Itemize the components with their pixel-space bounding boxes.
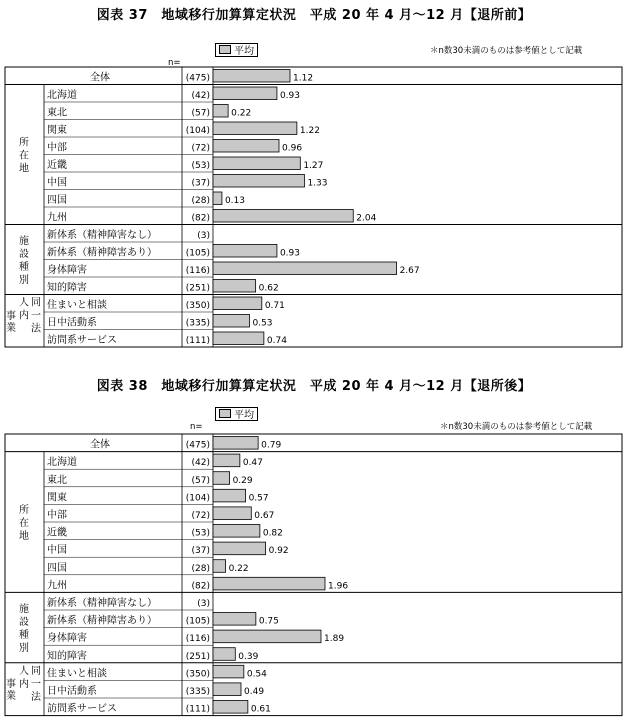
- n-label-38: n=: [190, 422, 203, 432]
- bar-value-label: 0.75: [258, 616, 279, 627]
- bar: [213, 472, 230, 485]
- row-label: 北海道: [47, 90, 77, 101]
- row-label: 身体障害: [47, 265, 87, 276]
- row-n: (42): [191, 91, 210, 101]
- bar: [213, 315, 249, 328]
- bar-value-label: 2.67: [399, 266, 420, 276]
- row-n: (111): [185, 336, 210, 346]
- group-label-char: 業: [6, 691, 16, 703]
- bar-value-label: 0.57: [248, 493, 269, 504]
- group-label-char: 施: [19, 236, 29, 247]
- row-n: (3): [197, 231, 210, 241]
- group-sub-char: 一: [31, 310, 41, 322]
- group-sub-char: 内: [19, 310, 29, 322]
- group-sub-char: 同: [31, 665, 41, 677]
- bar: [213, 507, 251, 520]
- row-label: 四国: [47, 195, 67, 206]
- row-n: (251): [185, 283, 210, 294]
- row-label: 知的障害: [47, 650, 87, 662]
- group-label-char: 種: [19, 262, 29, 273]
- bar-chart-37: [0, 64, 628, 354]
- row-n: (53): [191, 528, 210, 539]
- bar-value-label: 0.93: [279, 91, 300, 101]
- row-n: (116): [185, 266, 210, 276]
- bar: [213, 262, 397, 275]
- bar: [213, 701, 248, 714]
- row-n: (28): [191, 196, 210, 206]
- group-label-char: 事: [6, 310, 16, 322]
- bar: [213, 105, 228, 118]
- bar-value-label: 1.22: [299, 126, 320, 136]
- bar-value-label: 2.04: [356, 213, 377, 224]
- row-n: (335): [185, 687, 210, 697]
- row-label: 九州: [47, 580, 67, 592]
- group-label-char: 所: [19, 505, 29, 516]
- row-n: (105): [185, 616, 210, 627]
- row-n: (104): [185, 126, 210, 136]
- bar: [213, 297, 262, 310]
- group-label-char: 別: [19, 275, 29, 286]
- bar-value-label: 0.74: [266, 336, 287, 346]
- bar: [213, 560, 226, 573]
- group-label-char: 施: [19, 604, 29, 616]
- row-label: 訪問系サービス: [47, 703, 117, 715]
- row-label: 新体系（精神障害あり）: [47, 615, 157, 627]
- row-n: (82): [191, 213, 210, 224]
- row-n: (72): [191, 143, 210, 154]
- row-label: 東北: [47, 107, 67, 119]
- bar: [213, 122, 297, 135]
- row-n: (350): [185, 669, 210, 680]
- group-sub-char: 一: [31, 678, 41, 690]
- row-n: (82): [191, 581, 210, 592]
- row-n: (53): [191, 161, 210, 171]
- bar-value-label: 0.22: [231, 108, 252, 119]
- bar: [213, 175, 304, 188]
- bar-value-label: 1.89: [324, 634, 345, 645]
- row-label: 東北: [47, 474, 67, 486]
- row-n: (72): [191, 511, 210, 521]
- row-n: (57): [191, 108, 210, 119]
- row-n: (111): [185, 704, 210, 715]
- bar: [213, 157, 300, 170]
- bar-value-label: 0.62: [258, 283, 279, 294]
- row-label: 日中活動系: [47, 317, 97, 329]
- bar: [213, 648, 235, 661]
- chart-title-38: 図表 38 地域移行加算算定状況 平成 20 年 4 月～12 月【退所後】: [96, 379, 532, 394]
- row-label: 新体系（精神障害あり）: [47, 247, 157, 259]
- group-sub-char: 法: [31, 691, 41, 703]
- row-n: (105): [185, 248, 210, 259]
- bar-value-label: 0.22: [228, 563, 249, 574]
- row-label: 中国: [47, 177, 67, 189]
- bar-value-label: 1.96: [328, 581, 349, 592]
- legend-37: [215, 42, 258, 57]
- bar: [213, 613, 256, 626]
- bar: [213, 280, 256, 293]
- group-label-char: 所: [19, 137, 29, 149]
- bar-value-label: 0.53: [252, 318, 273, 329]
- group-sub-char: 人: [19, 665, 29, 677]
- group-label-char: 種: [19, 630, 29, 642]
- bar-value-label: 0.29: [232, 475, 253, 486]
- row-label: 近畿: [47, 527, 67, 539]
- row-n: (37): [191, 178, 210, 189]
- bar: [213, 87, 277, 100]
- row-n: (104): [185, 493, 210, 504]
- bar: [213, 437, 258, 450]
- bar: [213, 454, 240, 467]
- row-n: (335): [185, 318, 210, 329]
- row-label: 中部: [47, 510, 67, 521]
- row-label: 新体系（精神障害なし）: [47, 598, 157, 609]
- group-label-char: 地: [19, 531, 29, 542]
- bar-value-label: 0.93: [279, 248, 300, 259]
- row-label: 中国: [47, 545, 67, 557]
- bar: [213, 245, 277, 258]
- row-label: 身体障害: [47, 633, 87, 645]
- row-label: 全体: [90, 72, 110, 84]
- group-label-char: 設: [19, 617, 29, 629]
- bar-value-label: 0.54: [246, 669, 267, 680]
- row-label: 中部: [47, 142, 67, 154]
- bar-value-label: 0.49: [244, 687, 265, 697]
- row-label: 住まいと相談: [47, 300, 107, 311]
- row-label: 訪問系サービス: [47, 335, 117, 346]
- row-label: 関東: [47, 492, 67, 504]
- group-label-char: 在: [19, 150, 29, 162]
- bar: [213, 525, 260, 538]
- note-37: ＊n数30未満のものは参考値として記載: [430, 46, 583, 56]
- row-label: 新体系（精神障害なし）: [47, 230, 157, 241]
- row-label: 日中活動系: [47, 686, 97, 697]
- row-n: (3): [197, 599, 210, 609]
- group-label-char: 地: [19, 163, 29, 175]
- row-label: 四国: [47, 562, 67, 574]
- row-label: 関東: [47, 125, 67, 136]
- bar: [213, 489, 246, 502]
- legend-swatch-icon: [219, 45, 231, 54]
- bar-value-label: 0.39: [238, 651, 259, 662]
- bar-chart-38: [0, 431, 628, 721]
- row-label: 全体: [90, 439, 110, 451]
- bar: [213, 192, 222, 205]
- row-n: (28): [191, 563, 210, 574]
- bar-value-label: 0.71: [264, 301, 285, 311]
- row-label: 住まいと相談: [47, 668, 107, 680]
- bar-value-label: 1.33: [307, 178, 328, 189]
- legend-label: 平均: [234, 46, 254, 57]
- legend-38: [215, 406, 258, 421]
- bar-value-label: 0.96: [282, 143, 303, 154]
- bar-value-label: 0.61: [250, 704, 271, 715]
- group-sub-char: 同: [31, 297, 41, 309]
- row-n: (42): [191, 458, 210, 469]
- note-38: ＊n数30未満のものは参考値として記載: [440, 422, 593, 432]
- bar-value-label: 0.47: [242, 458, 263, 469]
- row-n: (475): [185, 73, 210, 84]
- n-label-37: n=: [168, 58, 181, 68]
- bar: [213, 665, 244, 678]
- row-n: (57): [191, 475, 210, 486]
- row-n: (37): [191, 546, 210, 557]
- row-label: 近畿: [47, 160, 67, 171]
- bar-value-label: 1.27: [303, 161, 324, 171]
- row-n: (116): [185, 634, 210, 645]
- bar-value-label: 0.79: [261, 440, 282, 451]
- group-sub-char: 人: [19, 297, 29, 309]
- bar-value-label: 0.82: [262, 528, 283, 539]
- bar: [213, 332, 264, 345]
- group-label-char: 業: [6, 322, 16, 334]
- row-label: 九州: [47, 212, 67, 224]
- bar: [213, 542, 266, 555]
- row-n: (251): [185, 651, 210, 662]
- bar-value-label: 1.12: [293, 73, 314, 84]
- bar: [213, 577, 325, 590]
- bar-value-label: 0.13: [224, 196, 245, 206]
- group-sub-char: 内: [19, 678, 29, 690]
- bar: [213, 630, 321, 643]
- bar: [213, 70, 290, 83]
- row-label: 知的障害: [47, 282, 87, 294]
- row-label: 北海道: [47, 457, 77, 469]
- group-label-char: 在: [19, 518, 29, 529]
- bar-value-label: 0.92: [268, 546, 289, 557]
- legend-swatch-icon: [219, 409, 231, 418]
- bar: [213, 140, 279, 153]
- legend-label: 平均: [234, 410, 254, 421]
- row-n: (475): [185, 440, 210, 451]
- bar: [213, 210, 353, 223]
- group-label-char: 設: [19, 249, 29, 260]
- bar: [213, 683, 241, 696]
- row-n: (350): [185, 301, 210, 311]
- group-label-char: 別: [19, 643, 29, 655]
- bar-value-label: 0.67: [254, 511, 275, 521]
- group-sub-char: 法: [31, 323, 41, 335]
- group-label-char: 事: [6, 679, 16, 691]
- chart-title-37: 図表 37 地域移行加算算定状況 平成 20 年 4 月～12 月【退所前】: [96, 8, 532, 23]
